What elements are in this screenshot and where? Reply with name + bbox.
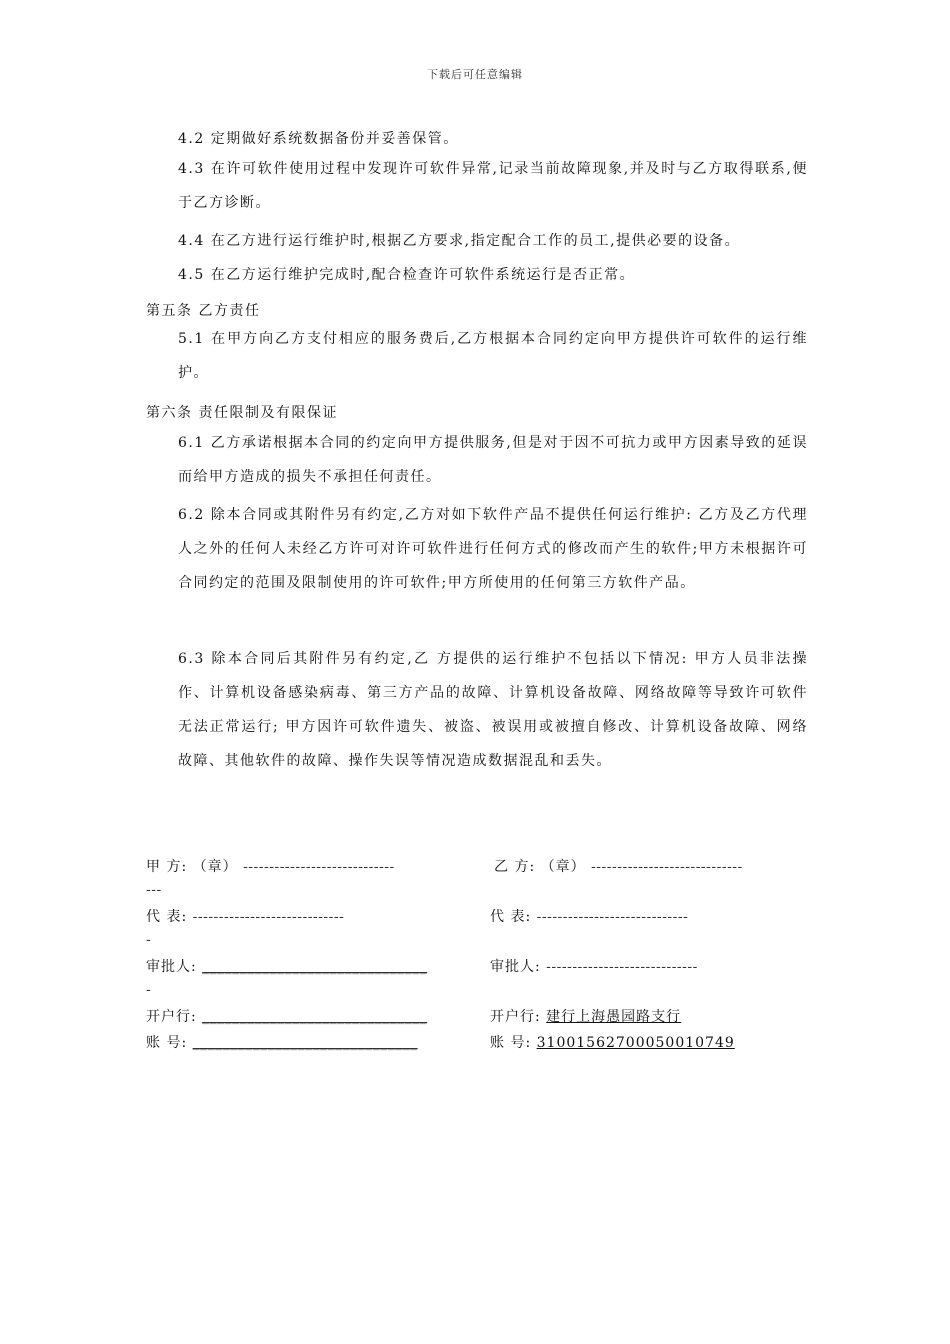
approver-b-label: 审批人: [490,959,541,975]
account-a-label: 账 号: [146,1035,188,1051]
clause-4-3: 4.3 在许可软件使用过程中发现许可软件异常,记录当前故障现象,并及时与乙方取得联系,便于乙方诊断。 [178,161,808,211]
article-5-heading: 第五条 乙方责任 [146,303,261,319]
bank-a-line: ______________________________ [202,1009,428,1025]
clause-6-3: 6.3 除本合同后其附件另有约定,乙 方提供的运行维护不包括以下情况: 甲方人员非法操作、计算机设备感染病毒、第三方产品的故障、计算机设备故障、网络故障等导致许可软件无法正常运行; 甲方因许可软件遗失、被盗、被误用或被擅自修改、计算机设备故障、网络故障、其他软件的故障、操作失误等情况造成数据混乱和丢失。 [178,651,808,769]
bank-a-label: 开户行: [146,1009,197,1025]
rep-a-line: ----------------------------- [192,909,345,925]
account-a-row [146,1032,418,1052]
party-b-seal-line: ----------------------------- [591,859,743,875]
clause-4-5: 4.5 在乙方运行维护完成时,配合检查许可软件系统运行是否正常。 [178,267,636,283]
account-b-row [490,1032,735,1052]
account-a-line: ______________________________ [192,1035,418,1051]
approver-a-line: ______________________________ [202,959,428,975]
party-b-row [494,856,743,876]
article-6-heading: 第六条 责任限制及有限保证 [146,405,338,421]
approver-a-row [146,956,427,976]
account-b-value: 31001562700050010749 [536,1035,735,1051]
party-a-label: 甲 方: （章） [146,859,238,875]
clause-6-2: 6.2 除本合同或其附件另有约定,乙方对如下软件产品不提供任何运行维护: 乙方及乙方代理人之外的任何人未经乙方许可对许可软件进行任何方式的修改而产生的软件;甲方未根据许可合同约定的范围及限制使用的许可软件;甲方所使用的任何第三方软件产品。 [178,507,808,591]
approver-a-label: 审批人: [146,959,197,975]
party-wrap-dash: --- [146,882,162,898]
account-b-label: 账 号: [490,1035,532,1051]
page-header: 下载后可任意编辑 [427,68,523,81]
clause-4-2: 4.2 定期做好系统数据备份并妥善保管。 [178,131,459,147]
rep-b-line: ----------------------------- [536,909,689,925]
approver-wrap-dash: - [146,982,152,998]
rep-b-label: 代 表: [490,909,532,925]
clause-4-4: 4.4 在乙方进行运行维护时,根据乙方要求,指定配合工作的员工,提供必要的设备。 [178,233,741,249]
bank-a-row [146,1006,427,1026]
clause-6-1: 6.1 乙方承诺根据本合同的约定向甲方提供服务,但是对于因不可抗力或甲方因素导致的延误而给甲方造成的损失不承担任何责任。 [178,435,808,485]
rep-a-row [146,906,344,926]
bank-b-value: 建行上海愚园路支行 [546,1009,682,1025]
rep-b-row [490,906,688,926]
rep-a-label: 代 表: [146,909,188,925]
party-a-seal-line: ----------------------------- [243,859,395,875]
party-b-label: 乙 方: （章） [494,859,586,875]
rep-wrap-dash: - [146,932,152,948]
approver-b-line: ----------------------------- [546,959,698,975]
bank-b-row [490,1006,681,1026]
bank-b-label: 开户行: [490,1009,541,1025]
party-a-row [146,856,395,876]
approver-b-row [490,956,698,976]
clause-5-1: 5.1 在甲方向乙方支付相应的服务费后,乙方根据本合同约定向甲方提供许可软件的运行维护。 [178,331,808,381]
